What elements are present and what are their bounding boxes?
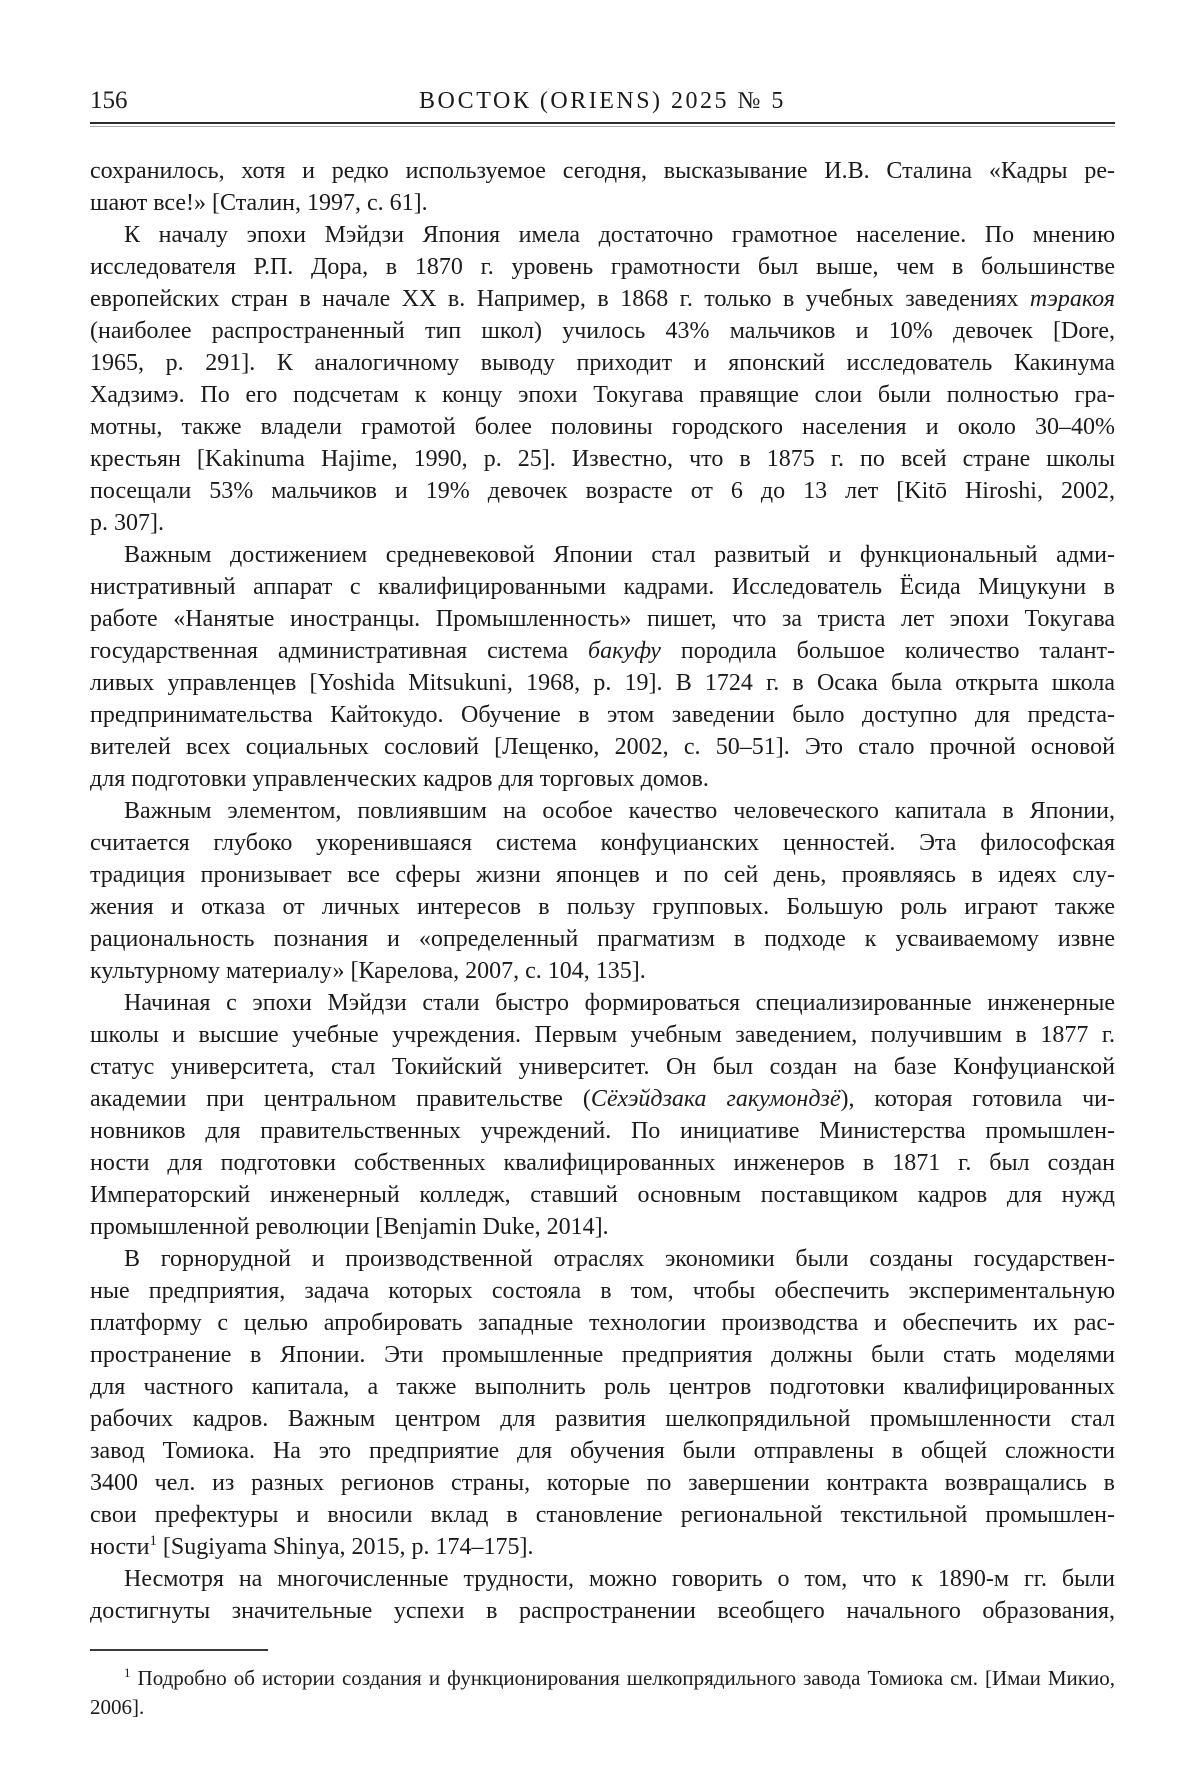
text-line bbox=[90, 1179, 1115, 1211]
text-span: считается глубоко укоренившаяся система конфуцианских ценностей. Эта философская bbox=[90, 830, 1115, 856]
text-span: ности для подготовки собственных квалифицированных инженеров в 1871 г. был создан bbox=[90, 1150, 1115, 1176]
footnote-text bbox=[90, 1664, 1115, 1722]
text-span: мотны, также владели грамотой более половины городского населения и около 30–40% bbox=[90, 414, 1115, 440]
text-span: рациональность познания и «определенный прагматизм в подходе к усваиваемому извне bbox=[90, 926, 1115, 952]
text-span: традиция пронизывает все сферы жизни японцев и по сей день, проявляясь в идеях слу- bbox=[90, 862, 1115, 888]
text-span: пространение в Японии. Эти промышленные предприятия должны были стать моделями bbox=[90, 1342, 1115, 1368]
text-span: породила большое количество талант- bbox=[660, 638, 1116, 664]
text-line bbox=[90, 1563, 1115, 1595]
text-line bbox=[90, 1467, 1115, 1499]
footnote-rule bbox=[90, 1649, 268, 1651]
text-line bbox=[90, 411, 1115, 443]
text-span: промышленной революции [Benjamin Duke, 2014]. bbox=[90, 1214, 609, 1240]
text-line bbox=[90, 1664, 1115, 1693]
text-span: достигнуты значительные успехи в распространении всеобщего начального образования, bbox=[90, 1598, 1115, 1624]
text-line bbox=[90, 795, 1115, 827]
text-span: Важным элементом, повлиявшим на особое качество человеческого капитала в Японии, bbox=[124, 798, 1115, 824]
text-span: жения и отказа от личных интересов в пользу групповых. Большую роль играют также bbox=[90, 894, 1115, 920]
text-span: рабочих кадров. Важным центром для развития шелкопрядильной промышленности стал bbox=[90, 1406, 1115, 1432]
text-line bbox=[90, 155, 1115, 187]
text-span: школы и высшие учебные учреждения. Первым учебным заведением, получившим в 1877 г. bbox=[90, 1022, 1115, 1048]
text-span: культурному материалу» [Карелова, 2007, с. 104, 135]. bbox=[90, 958, 646, 984]
text-line bbox=[90, 1499, 1115, 1531]
text-line bbox=[90, 571, 1115, 603]
text-span: свои префектуры и вносили вклад в становление региональной текстильной промышлен- bbox=[90, 1502, 1115, 1528]
text-span: Начиная с эпохи Мэйдзи стали быстро формироваться специализированные инженерные bbox=[124, 990, 1115, 1016]
text-span: p. 307]. bbox=[90, 510, 164, 536]
text-span: крестьян [Kakinuma Hajime, 1990, p. 25]. Известно, что в 1875 г. по всей стране школы bbox=[90, 446, 1115, 472]
text-line bbox=[90, 187, 1115, 219]
text-span: К началу эпохи Мэйдзи Япония имела достаточно грамотное население. По мнению bbox=[124, 222, 1115, 248]
text-span: предпринимательства Кайтокудо. Обучение в этом заведении было доступно для предста- bbox=[90, 702, 1115, 728]
text-span: европейских стран в начале XX в. Например, в 1868 г. только в учебных заведениях bbox=[90, 286, 1030, 312]
text-line bbox=[90, 1051, 1115, 1083]
text-span: нистративный аппарат с квалифицированными кадрами. Исследователь Ёсида Мицукуни в bbox=[90, 574, 1115, 600]
italic-term: тэракоя bbox=[1029, 286, 1115, 312]
text-line bbox=[90, 283, 1115, 315]
text-span: для подготовки управленческих кадров для торговых домов. bbox=[90, 766, 709, 792]
text-line bbox=[90, 1595, 1115, 1627]
text-span: новников для правительственных учреждений. По инициативе Министерства промышлен- bbox=[90, 1118, 1115, 1144]
text-span: посещали 53% мальчиков и 19% девочек возрасте от 6 до 13 лет [Kitō Hiroshi, 2002, bbox=[90, 478, 1115, 504]
text-line bbox=[90, 379, 1115, 411]
text-line bbox=[90, 763, 1115, 795]
paragraph bbox=[90, 1563, 1115, 1627]
text-line bbox=[90, 539, 1115, 571]
paragraph bbox=[90, 539, 1115, 795]
text-line bbox=[90, 347, 1115, 379]
text-line bbox=[90, 1211, 1115, 1243]
text-line bbox=[90, 1019, 1115, 1051]
text-span: Важным достижением средневековой Японии стал развитый и функциональный адми- bbox=[124, 542, 1115, 568]
header-rule bbox=[90, 122, 1115, 127]
text-line bbox=[90, 1403, 1115, 1435]
text-span: для частного капитала, а также выполнить роль центров подготовки квалифицированных bbox=[90, 1374, 1115, 1400]
text-line bbox=[90, 1531, 1115, 1563]
text-line bbox=[90, 923, 1115, 955]
text-span: статус университета, стал Токийский университет. Он был создан на базе Конфуцианской bbox=[90, 1054, 1115, 1080]
text-line bbox=[90, 699, 1115, 731]
text-line bbox=[90, 1339, 1115, 1371]
text-span: 2006]. bbox=[90, 1695, 145, 1719]
text-line bbox=[90, 603, 1115, 635]
text-line bbox=[90, 315, 1115, 347]
text-span: ливых управленцев [Yoshida Mitsukuni, 1968, p. 19]. В 1724 г. в Осака была открыта школа bbox=[90, 670, 1115, 696]
paragraph bbox=[90, 1243, 1115, 1563]
page-number: 156 bbox=[90, 87, 128, 114]
paragraph bbox=[90, 987, 1115, 1243]
article-body bbox=[90, 155, 1115, 1627]
text-line bbox=[90, 987, 1115, 1019]
text-line bbox=[90, 827, 1115, 859]
text-span: вителей всех социальных сословий [Лещенко, 2002, с. 50–51]. Это стало прочной основой bbox=[90, 734, 1115, 760]
running-head bbox=[90, 86, 1115, 122]
text-line bbox=[90, 667, 1115, 699]
text-span: Императорский инженерный колледж, ставший основным поставщиком кадров для нужд bbox=[90, 1182, 1115, 1208]
text-span: исследователя Р.П. Дора, в 1870 г. уровень грамотности был выше, чем в большинстве bbox=[90, 254, 1115, 280]
text-line bbox=[90, 1693, 1115, 1722]
text-line bbox=[90, 1275, 1115, 1307]
text-span: шают все!» [Сталин, 1997, с. 61]. bbox=[90, 190, 428, 216]
text-line bbox=[90, 1371, 1115, 1403]
italic-term: бакуфу bbox=[588, 638, 661, 664]
text-line bbox=[90, 1307, 1115, 1339]
text-line bbox=[90, 1435, 1115, 1467]
italic-term: Сёхэйдзака гакумондзё bbox=[590, 1086, 841, 1112]
text-span: платформу с целью апробировать западные технологии производства и обеспечить их рас- bbox=[90, 1310, 1115, 1336]
text-span: Подробно об истории создания и функционирования шелкопрядильного завода Томиока см. [Имаи Микио, bbox=[130, 1666, 1115, 1690]
text-line bbox=[90, 219, 1115, 251]
text-span: государственная административная система bbox=[90, 638, 589, 664]
footnote-marker: 1 bbox=[124, 1665, 131, 1680]
text-span: Несмотря на многочисленные трудности, можно говорить о том, что к 1890-м гг. были bbox=[124, 1566, 1115, 1592]
footnote-block bbox=[90, 1649, 1115, 1722]
text-span: 3400 чел. из разных регионов страны, которые по завершении контракта возвращались в bbox=[90, 1470, 1115, 1496]
text-span: ), которая готовила чи- bbox=[840, 1086, 1115, 1112]
text-line bbox=[90, 731, 1115, 763]
text-span: работе «Нанятые иностранцы. Промышленность» пишет, что за триста лет эпохи Токугава bbox=[90, 606, 1115, 632]
text-line bbox=[90, 443, 1115, 475]
text-line bbox=[90, 635, 1115, 667]
text-line bbox=[90, 507, 1115, 539]
text-span: сохранилось, хотя и редко используемое сегодня, высказывание И.В. Сталина «Кадры ре- bbox=[90, 158, 1115, 184]
text-line bbox=[90, 859, 1115, 891]
text-span: завод Томиока. На это предприятие для обучения были отправлены в общей сложности bbox=[90, 1438, 1115, 1464]
text-line bbox=[90, 1083, 1115, 1115]
text-span: 1965, p. 291]. К аналогичному выводу приходит и японский исследователь Какинума bbox=[90, 350, 1115, 376]
journal-title: ВОСТОК (ORIENS) 2025 № 5 bbox=[419, 88, 786, 114]
text-line bbox=[90, 955, 1115, 987]
text-span: академии при центральном правительстве ( bbox=[90, 1086, 591, 1112]
text-span: (наиболее распространенный тип школ) училось 43% мальчиков и 10% девочек [Dore, bbox=[90, 318, 1115, 344]
text-line bbox=[90, 1115, 1115, 1147]
text-line bbox=[90, 1243, 1115, 1275]
paragraph bbox=[90, 155, 1115, 219]
text-span: В горнорудной и производственной отраслях экономики были созданы государствен- bbox=[124, 1246, 1115, 1272]
paragraph bbox=[90, 795, 1115, 987]
text-line bbox=[90, 251, 1115, 283]
text-span: ные предприятия, задача которых состояла в том, чтобы обеспечить экспериментальную bbox=[90, 1278, 1115, 1304]
text-span: Хадзимэ. По его подсчетам к концу эпохи Токугава правящие слои были полностью гра- bbox=[90, 382, 1115, 408]
text-span: [Sugiyama Shinya, 2015, p. 174–175]. bbox=[156, 1534, 534, 1560]
text-span: ности bbox=[90, 1534, 150, 1560]
text-line bbox=[90, 1147, 1115, 1179]
text-line bbox=[90, 891, 1115, 923]
paragraph bbox=[90, 219, 1115, 539]
footnote-marker: 1 bbox=[149, 1533, 157, 1549]
text-line bbox=[90, 475, 1115, 507]
